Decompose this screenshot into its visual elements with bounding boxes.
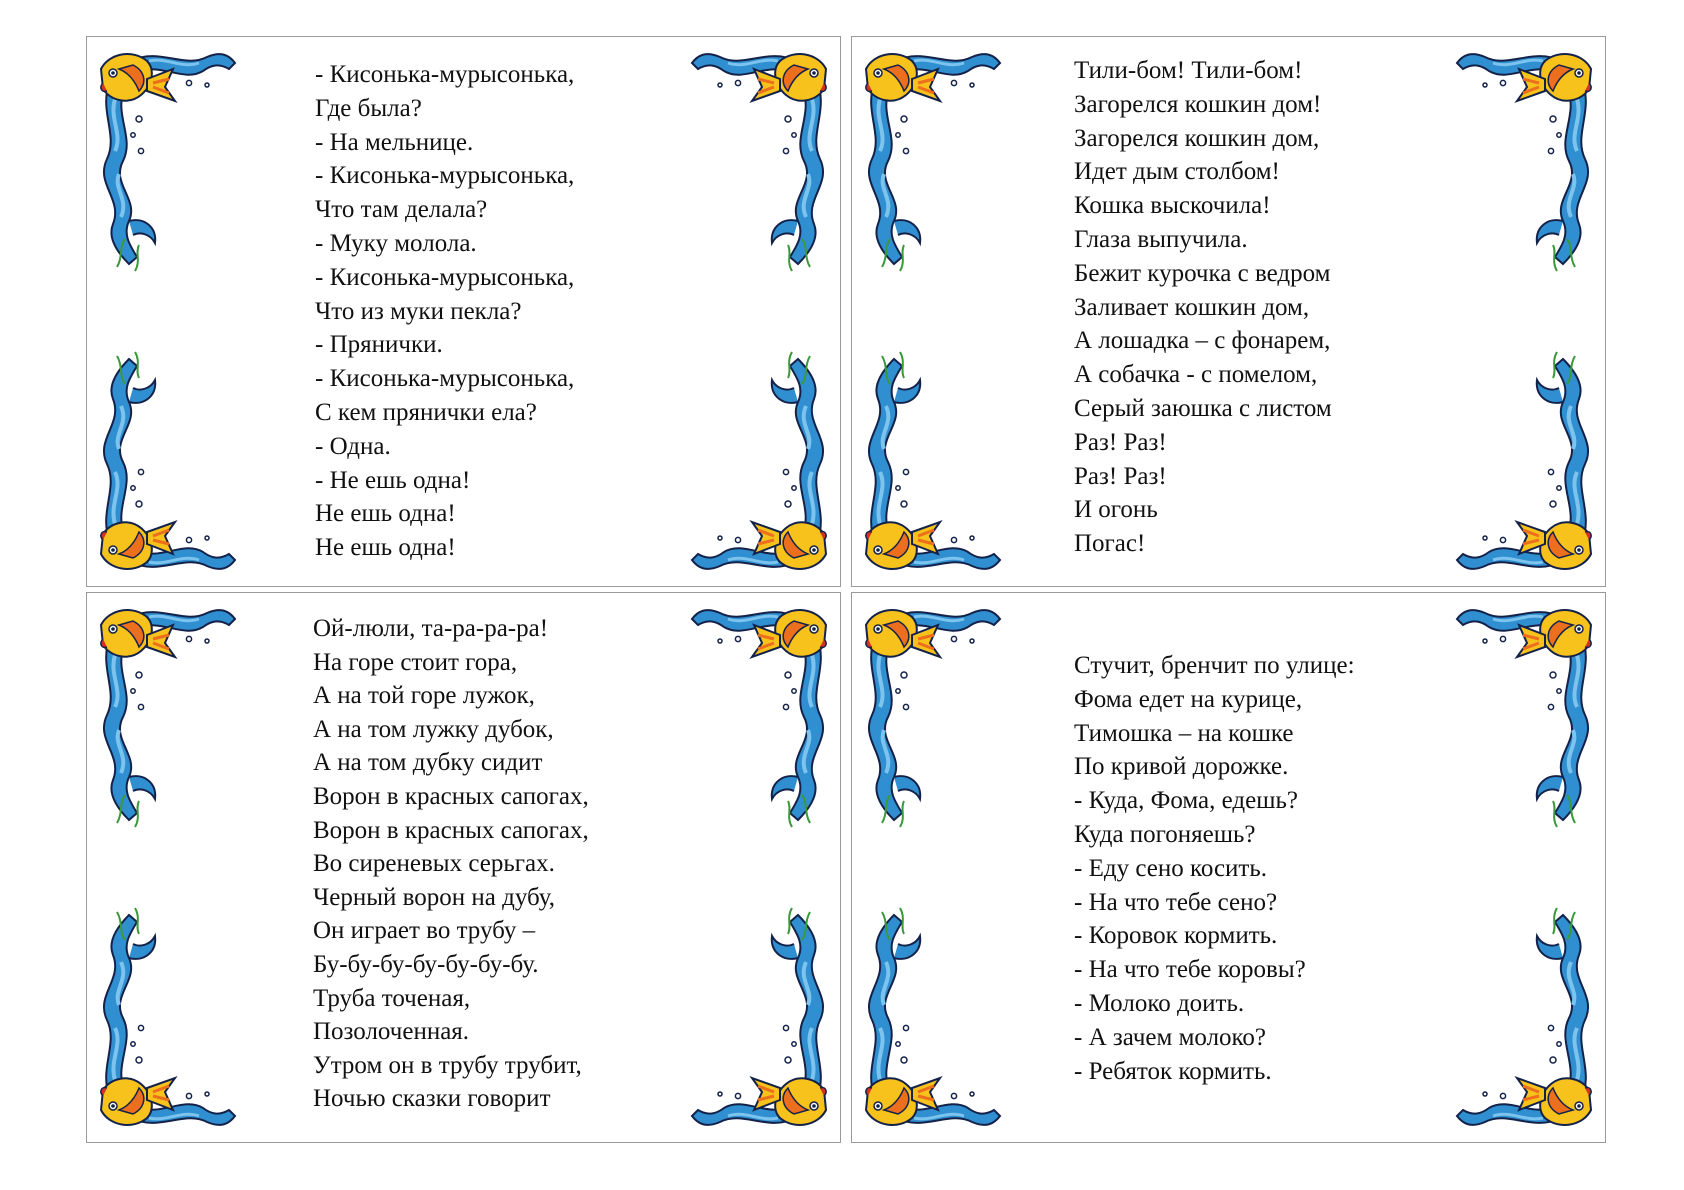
- fish-wave-corner-icon: [1453, 595, 1603, 831]
- fish-wave-corner-icon: [688, 595, 838, 831]
- poem-line: - Куда, Фома, едешь?: [1074, 787, 1298, 815]
- poem-line: - Кисонька-мурысонька,: [315, 263, 575, 291]
- poem-text: [1074, 649, 1355, 1088]
- poem-card-3: [86, 592, 841, 1143]
- poem-line: Утром он в трубу трубит,: [313, 1051, 582, 1079]
- fish-wave-corner-icon: [89, 348, 239, 584]
- poem-text: [315, 58, 574, 565]
- poem-line: А собачка - с помелом,: [1074, 361, 1318, 389]
- poem-line: Он играет во трубу –: [313, 917, 536, 945]
- poem-line: И огонь: [1074, 496, 1158, 524]
- poem-text: [313, 612, 589, 1116]
- poem-line: Серый заюшка с листом: [1074, 394, 1332, 422]
- poem-line: - Ребяток кормить.: [1074, 1057, 1272, 1085]
- poem-line: Бу-бу-бу-бу-бу-бу-бу.: [313, 950, 539, 978]
- fish-wave-corner-icon: [854, 595, 1004, 831]
- poem-line: Раз! Раз!: [1074, 462, 1167, 490]
- poem-line: Ой-люли, та-ра-ра-ра!: [313, 615, 549, 642]
- poem-line: Не ешь одна!: [315, 534, 456, 562]
- poem-line: Стучит, бренчит по улице:: [1074, 652, 1355, 679]
- poem-line: Что из муки пекла?: [315, 297, 522, 325]
- fish-wave-corner-icon: [688, 39, 838, 275]
- poem-line: Позолоченная.: [313, 1018, 470, 1046]
- fish-wave-corner-icon: [1453, 39, 1603, 275]
- poem-line: А на том дубку сидит: [313, 749, 543, 777]
- fish-wave-corner-icon: [1453, 904, 1603, 1140]
- poem-card-2: [851, 36, 1606, 587]
- poem-line: Раз! Раз!: [1074, 428, 1167, 456]
- fish-wave-corner-icon: [89, 904, 239, 1140]
- fish-wave-corner-icon: [854, 348, 1004, 584]
- fish-wave-corner-icon: [89, 595, 239, 831]
- poem-line: - Еду сено косить.: [1074, 854, 1267, 882]
- poem-line: - Не ешь одна!: [315, 466, 471, 494]
- fish-wave-corner-icon: [854, 39, 1004, 275]
- poem-line: - Муку молола.: [315, 229, 477, 257]
- poem-text: [1074, 54, 1332, 561]
- poem-line: Идет дым столбом!: [1074, 158, 1280, 186]
- poem-line: А на той горе лужок,: [313, 682, 535, 710]
- poem-card-4: [851, 592, 1606, 1143]
- poem-line: - Кисонька-мурысонька,: [315, 162, 575, 190]
- poem-card-1: [86, 36, 841, 587]
- poem-line: - Кисонька-мурысонька,: [315, 61, 575, 88]
- poem-line: Где была?: [315, 94, 422, 122]
- fish-wave-corner-icon: [89, 39, 239, 275]
- fish-wave-corner-icon: [1453, 348, 1603, 584]
- poem-line: Загорелся кошкин дом,: [1074, 124, 1320, 152]
- poem-line: А на том лужку дубок,: [313, 715, 554, 743]
- poem-line: С кем прянички ела?: [315, 398, 537, 426]
- poem-line: - А зачем молоко?: [1074, 1023, 1267, 1051]
- poem-line: Ночью сказки говорит: [313, 1085, 551, 1113]
- poem-line: Тимошка – на кошке: [1074, 719, 1294, 747]
- poem-line: На горе стоит гора,: [313, 648, 518, 676]
- poem-line: Тили-бом! Тили-бом!: [1074, 57, 1303, 84]
- poem-line: Загорелся кошкин дом!: [1074, 90, 1322, 118]
- poem-line: Во сиреневых серьгах.: [313, 850, 555, 878]
- fish-wave-corner-icon: [688, 904, 838, 1140]
- poem-line: - На что тебе сено?: [1074, 888, 1278, 916]
- poem-line: Куда погоняешь?: [1074, 820, 1256, 848]
- poem-line: Черный ворон на дубу,: [313, 883, 556, 911]
- poem-line: Ворон в красных сапогах,: [313, 782, 589, 810]
- poem-line: Ворон в красных сапогах,: [313, 816, 589, 844]
- poem-line: Бежит курочка с ведром: [1074, 259, 1331, 287]
- poem-line: Кошка выскочила!: [1074, 192, 1271, 220]
- poem-line: Погас!: [1074, 530, 1146, 558]
- poem-line: - Коровок кормить.: [1074, 922, 1278, 950]
- poem-line: Глаза выпучила.: [1074, 225, 1248, 253]
- fish-wave-corner-icon: [854, 904, 1004, 1140]
- poem-line: - Молоко доить.: [1074, 989, 1245, 1017]
- poem-line: Фома едет на курице,: [1074, 685, 1303, 713]
- poem-line: А лошадка – с фонарем,: [1074, 327, 1331, 355]
- poem-line: По кривой дорожке.: [1074, 753, 1289, 781]
- poem-line: - Кисонька-мурысонька,: [315, 365, 575, 393]
- poem-line: Что там делала?: [315, 196, 488, 224]
- poem-line: - На мельнице.: [315, 128, 474, 156]
- poem-line: Не ешь одна!: [315, 500, 456, 528]
- poem-line: - Прянички.: [315, 331, 443, 359]
- poem-line: - Одна.: [315, 432, 391, 460]
- fish-wave-corner-icon: [688, 348, 838, 584]
- poem-line: Заливает кошкин дом,: [1074, 293, 1310, 321]
- poem-line: Труба точеная,: [313, 984, 471, 1012]
- poem-line: - На что тебе коровы?: [1074, 956, 1306, 984]
